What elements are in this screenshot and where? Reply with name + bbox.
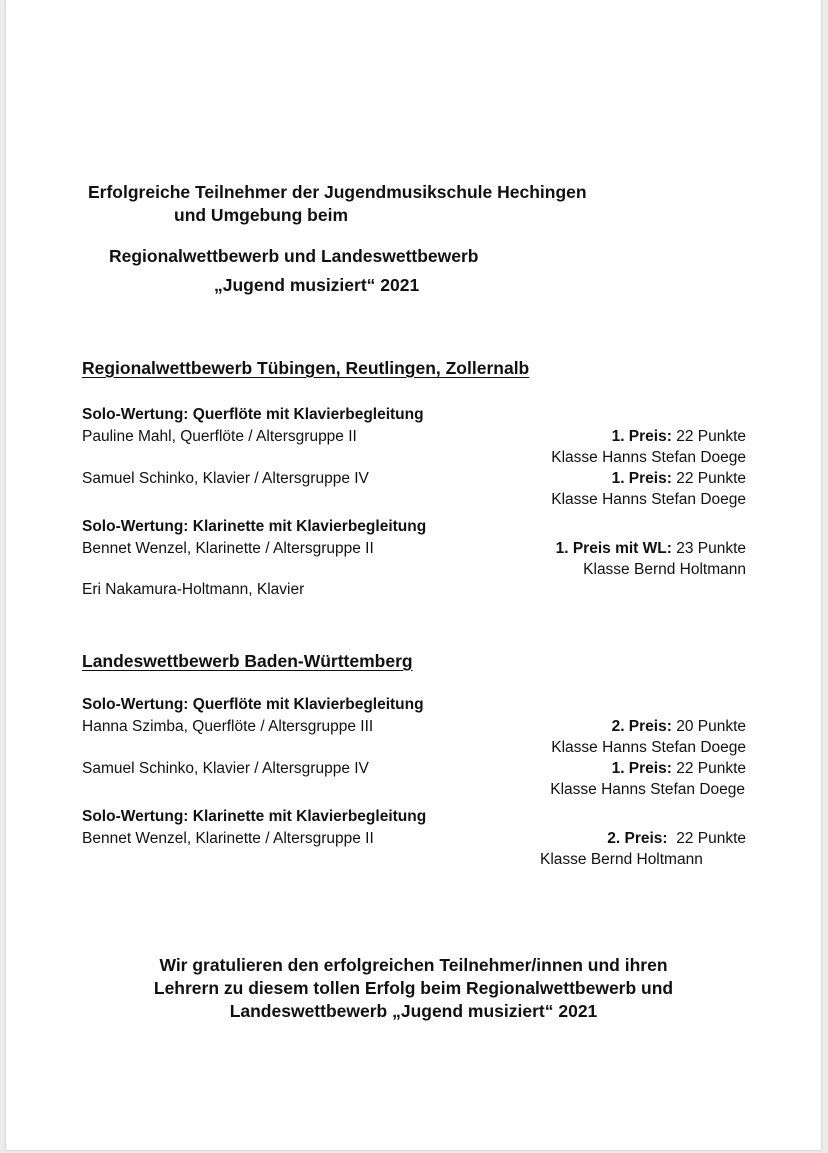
category-heading: Solo-Wertung: Querflöte mit Klavierbegleitung [82, 696, 424, 713]
prize-label: 2. Preis: [607, 830, 668, 847]
closing-line: Lehrern zu diesem tollen Erfolg beim Regionalwettbewerb und [153, 978, 674, 998]
teacher-class: Klasse Hanns Stefan Doege [550, 781, 745, 798]
prize-label: 1. Preis: [611, 760, 672, 777]
prize-points: 22 Punkte [671, 428, 746, 445]
prize-result [607, 830, 746, 848]
section-title-regional: Regionalwettbewerb Tübingen, Reutlingen, Zollernalb [82, 358, 530, 378]
prize-points: 20 Punkte [671, 718, 746, 735]
prize-points: 22 Punkte [671, 470, 746, 487]
participant-name: Pauline Mahl, Querflöte / Altersgruppe II [82, 428, 357, 445]
closing-line: Landeswettbewerb „Jugend musiziert“ 2021 [229, 1001, 598, 1021]
participant-name: Bennet Wenzel, Klarinette / Altersgruppe II [82, 540, 374, 557]
prize-label: 1. Preis: [611, 428, 672, 445]
category-heading: Solo-Wertung: Klarinette mit Klavierbegleitung [82, 518, 427, 535]
participant-name: Samuel Schinko, Klavier / Altersgruppe IV [82, 470, 369, 487]
closing-line: Wir gratulieren den erfolgreichen Teilnehmer/innen und ihren [159, 955, 668, 975]
prize-label: 1. Preis: [611, 470, 672, 487]
prize-points: 22 Punkte [671, 760, 746, 777]
participant-name: Bennet Wenzel, Klarinette / Altersgruppe II [82, 830, 374, 847]
participant-name: Eri Nakamura-Holtmann, Klavier [82, 581, 305, 598]
category-heading: Solo-Wertung: Klarinette mit Klavierbegleitung [82, 808, 427, 825]
teacher-class: Klasse Hanns Stefan Doege [551, 739, 746, 756]
prize-label: 1. Preis mit WL: [555, 540, 672, 557]
teacher-class: Klasse Hanns Stefan Doege [551, 449, 746, 466]
document-page [6, 0, 821, 1150]
prize-result [612, 718, 746, 736]
prize-result [556, 540, 746, 558]
prize-points: 22 Punkte [667, 830, 746, 847]
prize-result [612, 760, 746, 778]
category-heading: Solo-Wertung: Querflöte mit Klavierbegleitung [82, 406, 424, 423]
header-title-line1: Erfolgreiche Teilnehmer der Jugendmusikschule Hechingen [88, 182, 587, 202]
teacher-class: Klasse Hanns Stefan Doege [551, 491, 746, 508]
participant-name: Samuel Schinko, Klavier / Altersgruppe IV [82, 760, 369, 777]
prize-result [612, 470, 746, 488]
closing-message [6, 954, 821, 1023]
prize-points: 23 Punkte [671, 540, 746, 557]
teacher-class: Klasse Bernd Holtmann [583, 561, 746, 578]
prize-result [612, 428, 746, 446]
participant-name: Hanna Szimba, Querflöte / Altersgruppe III [82, 718, 374, 735]
header-title-line3: Regionalwettbewerb und Landeswettbewerb [109, 246, 479, 266]
section-title-landes: Landeswettbewerb Baden-Württemberg [82, 651, 413, 671]
prize-label: 2. Preis: [611, 718, 672, 735]
teacher-class: Klasse Bernd Holtmann [540, 851, 703, 868]
header-title-line2: und Umgebung beim [174, 205, 349, 225]
header-title-line4: „Jugend musiziert“ 2021 [214, 275, 420, 295]
